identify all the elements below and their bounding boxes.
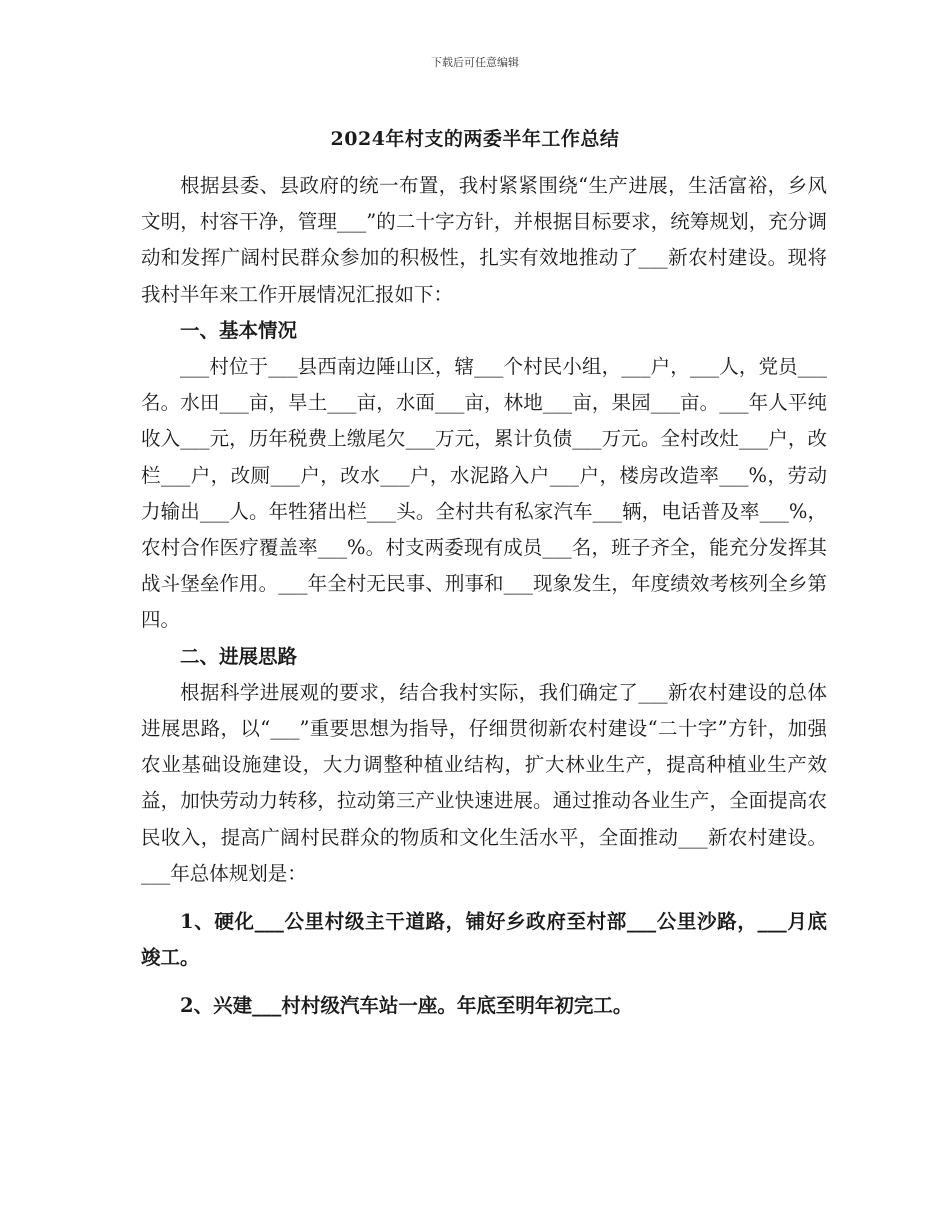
plan-item-2: 2、兴建___村村级汽车站一座。年底至明年初完工。 (180, 994, 633, 1018)
section-heading-development-ideas: 二、进展思路 (180, 644, 298, 668)
intro-paragraph: 根据县委、县政府的统一布置，我村紧紧围绕“生产进展，生活富裕，乡风文明，村容干净，管理___”的二十字方针，并根据目标要求，统筹规划，充分调动和发挥广阔村民群众参加的积极性，扎实有效地推动了___新农村建设。现将我村半年来工作开展情况汇报如下： (141, 174, 827, 306)
section-paragraph-basic-situation: ___村位于___县西南边陲山区，辖___个村民小组，___户，___人，党员___名。水田___亩，旱土___亩，水面___亩，林地___亩，果园___亩。___年人平纯收入___元，历年税费上缴尾欠___万元，累计负债___万元。全村改灶___户，改栏___户，改厕___户，改水___户，水泥路入户___户，楼房改造率___%，劳动力输出___人。年牲猪出栏___头。全村共有私家汽车___辆，电话普及率___%，农村合作医疗覆盖率___%。村支两委现有成员___名，班子齐全，能充分发挥其战斗堡垒作用。___年全村无民事、刑事和___现象发生，年度绩效考核列全乡第四。 (141, 355, 827, 632)
section-heading-basic-situation: 一、基本情况 (180, 318, 298, 342)
document-title: 2024年村支的两委半年工作总结 (330, 128, 620, 150)
section-paragraph-development-ideas: 根据科学进展观的要求，结合我村实际，我们确定了___新农村建设的总体进展思路，以“___”重要思想为指导，仔细贯彻新农村建设“二十字”方针，加强农业基础设施建设，大力调整种植业结构，扩大林业生产，提高种植业生产效益，加快劳动力转移，拉动第三产业快速进展。通过推动各业生产，全面提高农民收入，提高广阔村民群众的物质和文化生活水平，全面推动___新农村建设。___年总体规划是： (141, 680, 827, 885)
document-body (141, 168, 827, 1025)
header-note: 下载后可任意编辑 (431, 56, 519, 69)
plan-item-1: 1、硬化___公里村级主干道路，铺好乡政府至村部___公里沙路，___月底竣工。 (141, 910, 827, 970)
